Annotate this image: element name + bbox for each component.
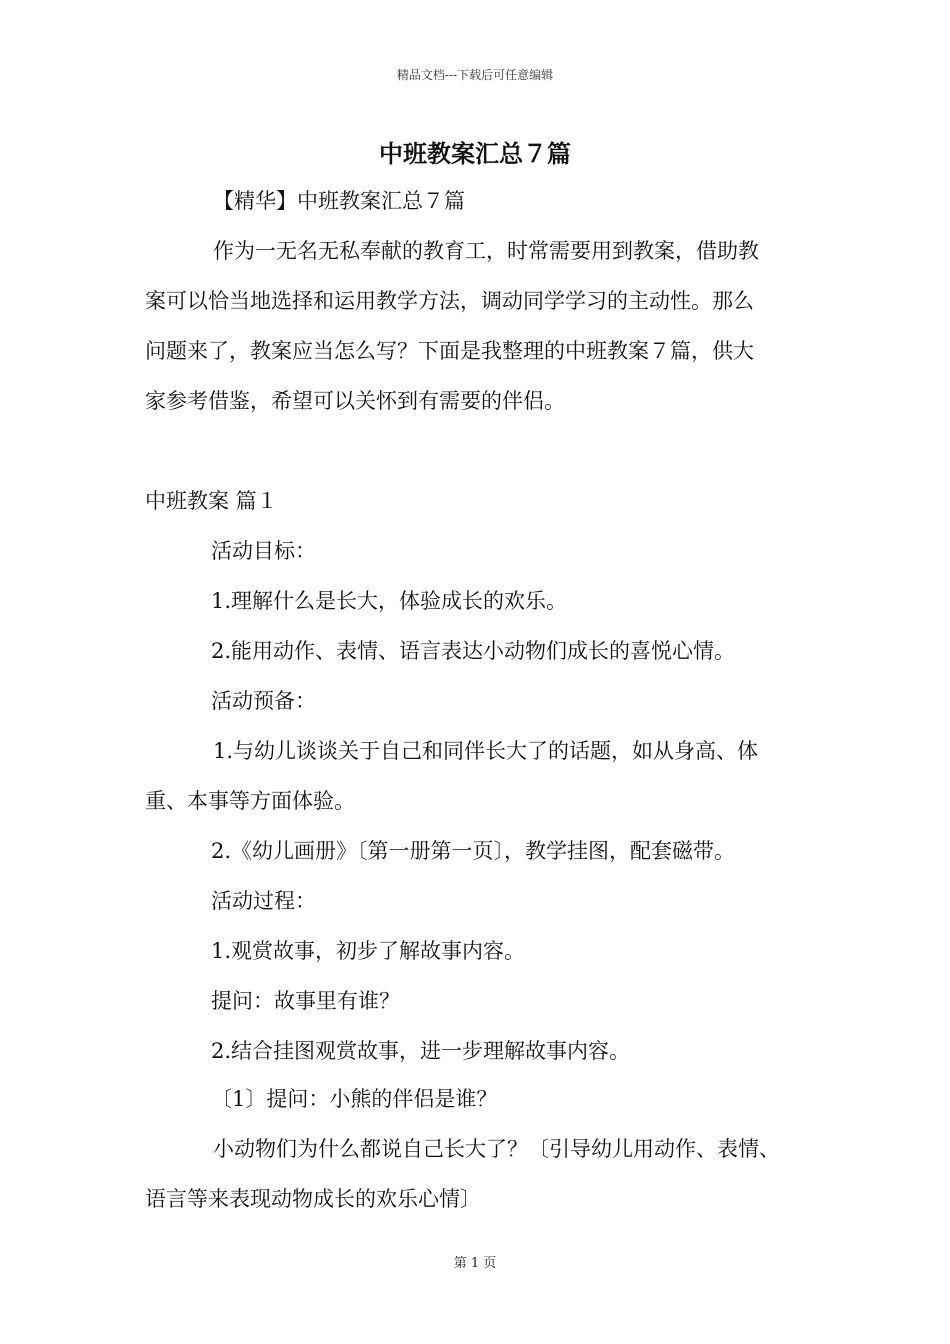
body-line-6: 重、本事等方面体验。 <box>145 789 355 813</box>
body-line-14: 语言等来表现动物成长的欢乐心情〕 <box>145 1187 481 1211</box>
body-line-5: 1.与幼儿谈谈关于自己和同伴长大了的话题，如从身高、体 <box>213 739 759 763</box>
body-line-3: 2.能用动作、表情、语言表达小动物们成长的喜悦心情。 <box>211 639 736 663</box>
body-line-12: 〔1〕提问：小熊的伴侣是谁？ <box>211 1087 498 1111</box>
page-header: 精品文档---下载后可任意编辑 <box>396 68 554 82</box>
document-title: 中班教案汇总７篇 <box>379 139 571 168</box>
body-line-8: 活动过程： <box>211 889 316 913</box>
intro-line-1: 作为一无名无私奉献的教育工，时常需要用到教案，借助教 <box>213 239 759 263</box>
body-line-1: 活动目标： <box>211 539 316 563</box>
intro-line-3: 问题来了，教案应当怎么写？下面是我整理的中班教案７篇，供大 <box>145 339 754 363</box>
intro-line-4: 家参考借鉴，希望可以关怀到有需要的伴侣。 <box>145 389 565 413</box>
body-line-4: 活动预备： <box>211 689 316 713</box>
body-line-2: 1.理解什么是长大，体验成长的欢乐。 <box>211 589 568 613</box>
body-line-7: 2.《幼儿画册》〔第一册第一页〕，教学挂图，配套磁带。 <box>211 839 736 863</box>
intro-line-2: 案可以恰当地选择和运用教学方法，调动同学学习的主动性。那么 <box>145 289 754 313</box>
document-subtitle: 【精华】中班教案汇总７篇 <box>213 189 465 213</box>
body-line-13: 小动物们为什么都说自己长大了？〔引导幼儿用动作、表情、 <box>213 1137 780 1161</box>
body-line-10: 提问：故事里有谁？ <box>211 989 400 1013</box>
body-line-9: 1.观赏故事，初步了解故事内容。 <box>211 939 526 963</box>
body-line-11: 2.结合挂图观赏故事，进一步理解故事内容。 <box>211 1039 631 1063</box>
page-number: 第 1 页 <box>453 1256 497 1271</box>
section-heading: 中班教案 篇１ <box>145 489 278 513</box>
